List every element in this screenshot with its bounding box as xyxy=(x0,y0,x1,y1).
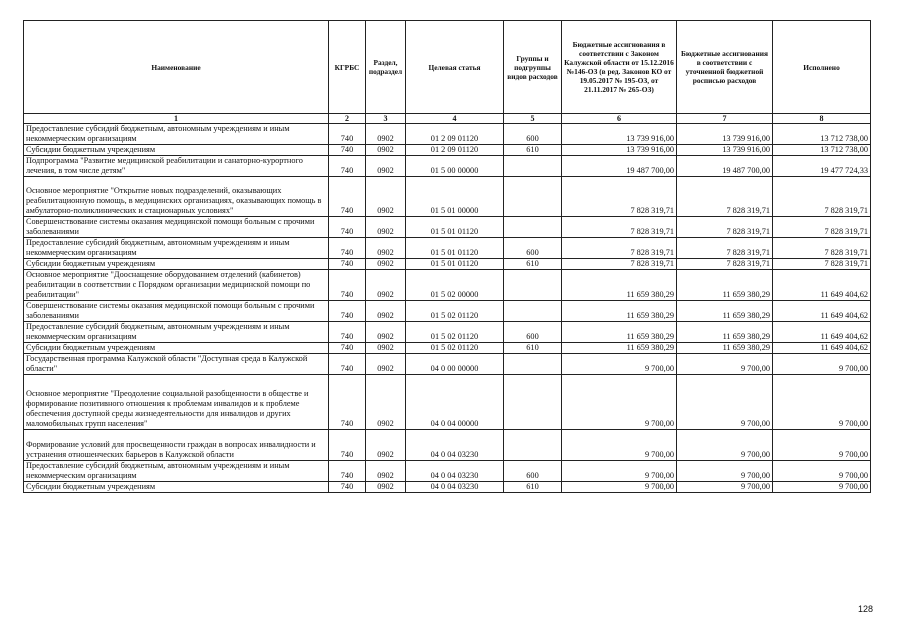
row-target-article: 01 5 02 00000 xyxy=(406,270,504,301)
table-row xyxy=(24,145,871,156)
row-target-article: 01 5 02 01120 xyxy=(406,322,504,343)
table-row xyxy=(24,461,871,482)
row-assignment: 11 659 380,29 xyxy=(562,301,677,322)
row-expense-group xyxy=(504,217,562,238)
row-target-article: 04 0 04 03230 xyxy=(406,461,504,482)
row-target-article: 04 0 00 00000 xyxy=(406,354,504,375)
page-number: 128 xyxy=(858,604,874,614)
row-rospis: 9 700,00 xyxy=(677,354,773,375)
row-razdel: 0902 xyxy=(366,145,406,156)
row-executed: 9 700,00 xyxy=(773,461,871,482)
row-expense-group: 600 xyxy=(504,322,562,343)
col-number: 6 xyxy=(562,114,677,124)
row-kgrbs: 740 xyxy=(329,156,366,177)
row-assignment: 9 700,00 xyxy=(562,354,677,375)
row-target-article: 01 5 01 01120 xyxy=(406,238,504,259)
row-expense-group: 610 xyxy=(504,343,562,354)
table-row xyxy=(24,124,871,145)
row-executed: 7 828 319,71 xyxy=(773,177,871,217)
row-expense-group: 600 xyxy=(504,461,562,482)
row-executed: 19 477 724,33 xyxy=(773,156,871,177)
row-executed: 11 649 404,62 xyxy=(773,343,871,354)
row-kgrbs: 740 xyxy=(329,177,366,217)
row-expense-group: 610 xyxy=(504,259,562,270)
row-target-article: 04 0 04 03230 xyxy=(406,482,504,493)
row-razdel: 0902 xyxy=(366,301,406,322)
table-row xyxy=(24,482,871,493)
row-expense-group xyxy=(504,430,562,461)
row-kgrbs: 740 xyxy=(329,145,366,156)
row-rospis: 7 828 319,71 xyxy=(677,177,773,217)
row-assignment: 9 700,00 xyxy=(562,375,677,430)
row-executed: 11 649 404,62 xyxy=(773,270,871,301)
row-kgrbs: 740 xyxy=(329,124,366,145)
table-row xyxy=(24,270,871,301)
row-rospis: 9 700,00 xyxy=(677,375,773,430)
row-razdel: 0902 xyxy=(366,177,406,217)
row-executed: 9 700,00 xyxy=(773,354,871,375)
row-assignment: 11 659 380,29 xyxy=(562,322,677,343)
row-target-article: 01 5 02 01120 xyxy=(406,343,504,354)
row-expense-group xyxy=(504,156,562,177)
row-expense-group xyxy=(504,177,562,217)
table-row xyxy=(24,343,871,354)
table-row xyxy=(24,259,871,270)
table-row xyxy=(24,217,871,238)
row-name: Основное мероприятие "Открытие новых подразделений, оказывающих реабилитационную помощь, в медицинских организациях, оказывающих помощь в амбулаторно-поликлинических и стационарных условиях" xyxy=(24,177,329,217)
table-row xyxy=(24,156,871,177)
table-row xyxy=(24,322,871,343)
row-kgrbs: 740 xyxy=(329,375,366,430)
header-kgrbs: КГРБС xyxy=(329,21,366,114)
row-executed: 9 700,00 xyxy=(773,375,871,430)
row-name: Совершенствование системы оказания медицинской помощи больным с прочими заболеваниями xyxy=(24,217,329,238)
row-razdel: 0902 xyxy=(366,259,406,270)
row-rospis: 11 659 380,29 xyxy=(677,270,773,301)
row-name: Формирование условий для просвещенности граждан в вопросах инвалидности и устранения отношенческих барьеров в Калужской области xyxy=(24,430,329,461)
header-row xyxy=(24,21,871,114)
row-razdel: 0902 xyxy=(366,375,406,430)
row-executed: 7 828 319,71 xyxy=(773,238,871,259)
row-target-article: 01 2 09 01120 xyxy=(406,124,504,145)
row-kgrbs: 740 xyxy=(329,259,366,270)
row-name: Субсидии бюджетным учреждениям xyxy=(24,145,329,156)
col-number: 4 xyxy=(406,114,504,124)
row-razdel: 0902 xyxy=(366,482,406,493)
row-assignment: 9 700,00 xyxy=(562,482,677,493)
row-kgrbs: 740 xyxy=(329,482,366,493)
row-rospis: 11 659 380,29 xyxy=(677,301,773,322)
row-assignment: 7 828 319,71 xyxy=(562,259,677,270)
row-expense-group xyxy=(504,270,562,301)
column-number-row xyxy=(24,114,871,124)
row-rospis: 7 828 319,71 xyxy=(677,238,773,259)
col-number: 2 xyxy=(329,114,366,124)
row-razdel: 0902 xyxy=(366,156,406,177)
row-rospis: 9 700,00 xyxy=(677,482,773,493)
row-target-article: 01 5 02 01120 xyxy=(406,301,504,322)
row-executed: 11 649 404,62 xyxy=(773,322,871,343)
row-kgrbs: 740 xyxy=(329,301,366,322)
row-target-article: 01 5 01 01120 xyxy=(406,259,504,270)
header-razdel: Раздел, подраздел xyxy=(366,21,406,114)
row-name: Совершенствование системы оказания медицинской помощи больным с прочими заболеваниями xyxy=(24,301,329,322)
row-assignment: 7 828 319,71 xyxy=(562,177,677,217)
col-number: 1 xyxy=(24,114,329,124)
row-rospis: 9 700,00 xyxy=(677,430,773,461)
row-razdel: 0902 xyxy=(366,343,406,354)
row-kgrbs: 740 xyxy=(329,430,366,461)
row-executed: 11 649 404,62 xyxy=(773,301,871,322)
row-rospis: 13 739 916,00 xyxy=(677,145,773,156)
row-expense-group: 600 xyxy=(504,238,562,259)
row-name: Субсидии бюджетным учреждениям xyxy=(24,343,329,354)
row-executed: 13 712 738,00 xyxy=(773,145,871,156)
row-expense-group: 610 xyxy=(504,145,562,156)
table-row xyxy=(24,354,871,375)
row-rospis: 9 700,00 xyxy=(677,461,773,482)
row-assignment: 9 700,00 xyxy=(562,430,677,461)
table-row xyxy=(24,430,871,461)
row-expense-group xyxy=(504,301,562,322)
row-target-article: 01 5 00 00000 xyxy=(406,156,504,177)
row-razdel: 0902 xyxy=(366,322,406,343)
row-target-article: 01 5 01 01120 xyxy=(406,217,504,238)
budget-table xyxy=(23,20,871,493)
row-rospis: 11 659 380,29 xyxy=(677,322,773,343)
row-assignment: 9 700,00 xyxy=(562,461,677,482)
row-razdel: 0902 xyxy=(366,461,406,482)
row-name: Основное мероприятие "Преодоление социальной разобщенности в обществе и формирование позитивного отношения к проблемам инвалидов и к проблеме обеспечения доступной среды жизнедеятельности для инвалидов и других маломобильных групп населения" xyxy=(24,375,329,430)
row-kgrbs: 740 xyxy=(329,217,366,238)
row-rospis: 7 828 319,71 xyxy=(677,259,773,270)
row-assignment: 13 739 916,00 xyxy=(562,124,677,145)
row-name: Основное мероприятие "Дооснащение оборудованием отделений (кабинетов) реабилитации в соответствии с Порядком организации медицинской помощи по реабилитации" xyxy=(24,270,329,301)
row-target-article: 04 0 04 03230 xyxy=(406,430,504,461)
table-body xyxy=(24,124,871,493)
row-rospis: 11 659 380,29 xyxy=(677,343,773,354)
row-target-article: 04 0 04 00000 xyxy=(406,375,504,430)
row-rospis: 7 828 319,71 xyxy=(677,217,773,238)
row-rospis: 13 739 916,00 xyxy=(677,124,773,145)
row-expense-group xyxy=(504,375,562,430)
row-kgrbs: 740 xyxy=(329,270,366,301)
row-assignment: 7 828 319,71 xyxy=(562,217,677,238)
row-razdel: 0902 xyxy=(366,430,406,461)
row-kgrbs: 740 xyxy=(329,343,366,354)
table-row xyxy=(24,301,871,322)
header-assignments: Бюджетные ассигнования в соответствии с Законом Калужской области от 15.12.2016 №146-ОЗ (в ред. Законов КО от 19.05.2017 № 195-ОЗ, от 21.11.2017 № 265-ОЗ) xyxy=(562,21,677,114)
table-row xyxy=(24,238,871,259)
row-target-article: 01 2 09 01120 xyxy=(406,145,504,156)
row-name: Предоставление субсидий бюджетным, автономным учреждениям и иным некоммерческим организациям xyxy=(24,238,329,259)
row-name: Субсидии бюджетным учреждениям xyxy=(24,482,329,493)
row-name: Государственная программа Калужской области "Доступная среда в Калужской области" xyxy=(24,354,329,375)
row-assignment: 11 659 380,29 xyxy=(562,343,677,354)
row-target-article: 01 5 01 00000 xyxy=(406,177,504,217)
row-executed: 13 712 738,00 xyxy=(773,124,871,145)
row-razdel: 0902 xyxy=(366,217,406,238)
row-name: Подпрограмма "Развитие медицинской реабилитации и санаторно-курортного лечения, в том числе детям" xyxy=(24,156,329,177)
table-row xyxy=(24,177,871,217)
row-executed: 9 700,00 xyxy=(773,482,871,493)
row-expense-group xyxy=(504,354,562,375)
row-assignment: 13 739 916,00 xyxy=(562,145,677,156)
row-executed: 9 700,00 xyxy=(773,430,871,461)
header-rospis: Бюджетные ассигнования в соответствии с уточненной бюджетной росписью расходов xyxy=(677,21,773,114)
header-name: Наименование xyxy=(24,21,329,114)
row-rospis: 19 487 700,00 xyxy=(677,156,773,177)
col-number: 5 xyxy=(504,114,562,124)
row-razdel: 0902 xyxy=(366,238,406,259)
row-expense-group: 610 xyxy=(504,482,562,493)
table-row xyxy=(24,375,871,430)
row-razdel: 0902 xyxy=(366,354,406,375)
col-number: 7 xyxy=(677,114,773,124)
header-executed: Исполнено xyxy=(773,21,871,114)
row-name: Предоставление субсидий бюджетным, автономным учреждениям и иным некоммерческим организациям xyxy=(24,322,329,343)
row-razdel: 0902 xyxy=(366,270,406,301)
row-executed: 7 828 319,71 xyxy=(773,259,871,270)
col-number: 8 xyxy=(773,114,871,124)
row-kgrbs: 740 xyxy=(329,322,366,343)
row-assignment: 11 659 380,29 xyxy=(562,270,677,301)
col-number: 3 xyxy=(366,114,406,124)
row-kgrbs: 740 xyxy=(329,238,366,259)
row-kgrbs: 740 xyxy=(329,354,366,375)
row-kgrbs: 740 xyxy=(329,461,366,482)
row-name: Предоставление субсидий бюджетным, автономным учреждениям и иным некоммерческим организациям xyxy=(24,461,329,482)
row-expense-group: 600 xyxy=(504,124,562,145)
row-razdel: 0902 xyxy=(366,124,406,145)
row-assignment: 7 828 319,71 xyxy=(562,238,677,259)
row-assignment: 19 487 700,00 xyxy=(562,156,677,177)
row-executed: 7 828 319,71 xyxy=(773,217,871,238)
header-target-article: Целевая статья xyxy=(406,21,504,114)
row-name: Субсидии бюджетным учреждениям xyxy=(24,259,329,270)
row-name: Предоставление субсидий бюджетным, автономным учреждениям и иным некоммерческим организациям xyxy=(24,124,329,145)
header-expense-group: Группы и подгруппы видов расходов xyxy=(504,21,562,114)
